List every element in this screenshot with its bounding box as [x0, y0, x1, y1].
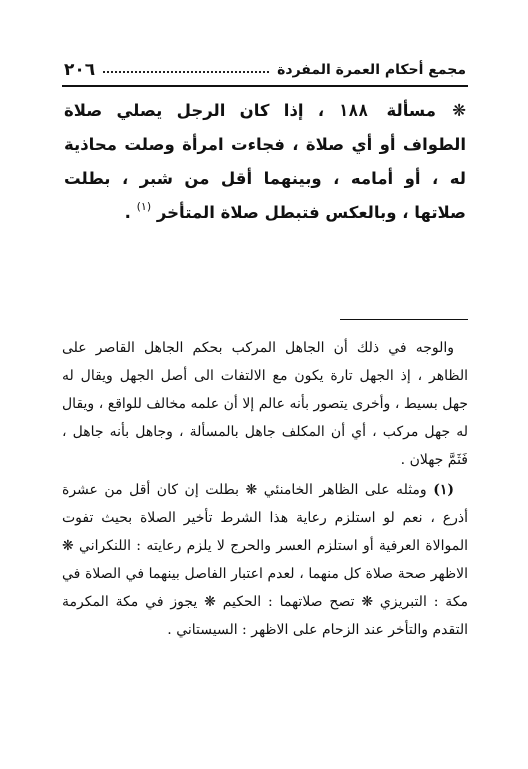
page-number: ٢٠٦ [64, 60, 96, 80]
explanation-paragraph [62, 334, 468, 474]
header-dot-leader [103, 71, 269, 73]
footnote-paragraph [62, 476, 468, 644]
text-body [62, 334, 468, 644]
question-block [64, 94, 466, 232]
question-number: ١٨٨ [338, 101, 369, 120]
header-rule [62, 85, 468, 87]
page-header [64, 57, 466, 83]
footnote-number: (١) [433, 482, 454, 498]
book-title: مجمع أحكام العمرة المفردة [277, 62, 466, 78]
explanation-text: والوجه في ذلك أن الجاهل المركب بحكم الجاهل القاصر على الظاهر ، إذ الجهل تارة يكون مع الالتفات الى أصل الجهل ويقال له جهل بسيط ، وأخرى يتصور بأنه عالم إلا أن علمه مخالف للواقع ، ويقال له جهل مركب ، أي أن المكلف جاهل بالمسألة ، وجاهل بأنه جاهل ، فَثَمَّ جهلان . [62, 340, 468, 468]
footnote-separator [340, 319, 468, 320]
footnote-text: ومثله على الظاهر الخامنئي ❋ بطلت إن كان أقل من عشرة أذرع ، نعم لو استلزم رعاية هذا الشرط تأخير الصلاة بحيث تفوت الموالاة العرفية أو استلزم العسر والحرج لا يلزم رعايته : اللنكراني ❋ الاظهر صحة صلاة كل منهما ، لعدم اعتبار الفاصل بينهما في الصلاة في مكة : التبريزي ❋ تصح صلاتهما : الحكيم ❋ يجوز في مكة المكرمة التقدم والتأخر عند الزحام على الاظهر : السيستاني . [62, 482, 468, 638]
question-label: مسألة [386, 101, 436, 120]
question-text: ، إذا كان الرجل يصلي صلاة الطواف أو أي صلاة ، فجاءت امرأة وصلت محاذية له ، أو أمامه ، وبينهما أقل من شبر ، بطلت صلاتها ، وبالعكس فتبطل صلاة المتأخر [64, 101, 466, 222]
star-icon: ❋ [452, 101, 467, 120]
question-end: . [124, 203, 131, 222]
footnote-reference: (١) [136, 200, 152, 213]
